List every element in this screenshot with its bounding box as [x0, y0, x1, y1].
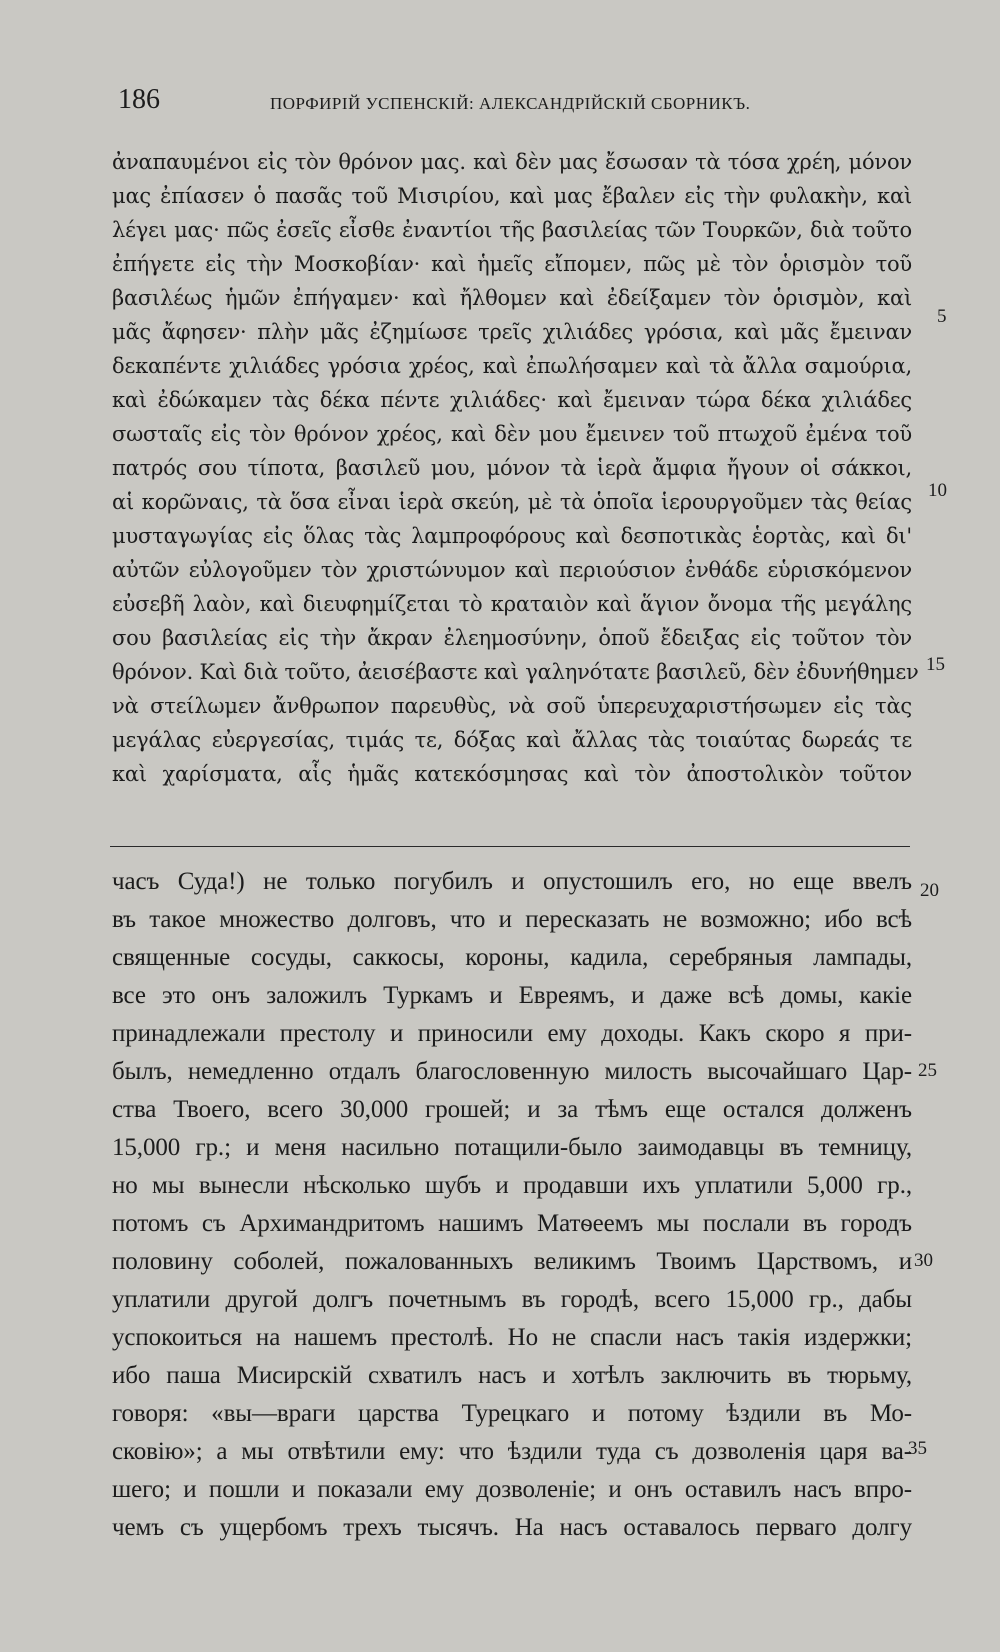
greek-line: μᾶς ἄφησεν· πλὴν μᾶς ἐζημίωσε τρεῖς χιλιάδες γρόσια, καὶ μᾶς ἔμειναν [112, 320, 912, 344]
greek-line: εὐσεβῆ λαὸν, καὶ διευφημίζεται τὸ κραταιὸν καὶ ἅγιον ὄνομα τῆς μεγάλης [112, 592, 912, 616]
greek-line: μας ἐπίασεν ὁ πασᾶς τοῦ Μισιρίου, καὶ μας ἔβαλεν εἰς τὴν φυλακὴν, καὶ [112, 184, 912, 208]
running-head [118, 84, 918, 124]
greek-line: λέγει μας· πῶς ἐσεῖς εἶσθε ἐναντίοι τῆς βασιλείας τῶν Τουρκῶν, διὰ τοῦτο [112, 218, 912, 242]
greek-line: καὶ χαρίσματα, αἷς ἡμᾶς κατεκόσμησας καὶ τὸν ἀποστολικὸν τοῦτον [112, 762, 912, 786]
russian-line: шего; и пошли и показали ему дозволеніе; и онъ оставилъ насъ впро- [112, 1476, 912, 1503]
greek-line: βασιλέως ἡμῶν ἐπήγαμεν· καὶ ἤλθομεν καὶ ἐδείξαμεν τὸν ὁρισμὸν, καὶ [112, 286, 912, 310]
line-number: 15 [926, 654, 945, 675]
russian-line: потомъ съ Архимандритомъ нашимъ Матѳеемъ мы послали въ городъ [112, 1210, 912, 1237]
greek-line: ἀναπαυμένοι εἰς τὸν θρόνον μας. καὶ δὲν μας ἔσωσαν τὰ τόσα χρέη, μόνον [112, 150, 912, 174]
russian-line: часъ Суда!) не только погубилъ и опустошилъ его, но еще ввелъ [112, 868, 912, 895]
greek-line: νὰ στείλωμεν ἄνθρωπον παρευθὺς, νὰ σοῦ ὑπερευχαριστήσωμεν εἰς τὰς [112, 694, 912, 718]
russian-line: говоря: «вы—враги царства Турецкаго и потому ѣздили въ Мо- [112, 1400, 912, 1427]
russian-line: ибо паша Мисирскій схватилъ насъ и хотѣлъ заключить въ тюрьму, [112, 1362, 912, 1389]
greek-line: μεγάλας εὐεργεσίας, τιμάς τε, δόξας καὶ ἄλλας τὰς τοιαύτας δωρεάς τε [112, 728, 912, 752]
greek-line: θρόνον. Καὶ διὰ τοῦτο, ἀεισέβαστε καὶ γαληνότατε βασιλεῦ, δὲν ἐδυνήθημεν [112, 660, 919, 684]
russian-line: успокоиться на нашемъ престолѣ. Но не спасли насъ такія издержки; [112, 1324, 912, 1351]
line-number: 5 [937, 306, 947, 327]
russian-line: но мы вынесли нѣсколько шубъ и продавши ихъ уплатили 5,000 гр., [112, 1172, 912, 1199]
russian-line: принадлежали престолу и приносили ему доходы. Какъ скоро я при- [112, 1020, 912, 1047]
russian-line: священные сосуды, саккосы, короны, кадила, серебряныя лампады, [112, 944, 912, 971]
greek-line: αἱ κορῶναις, τὰ ὅσα εἶναι ἱερὰ σκεύη, μὲ τὰ ὁποῖα ἱερουργοῦμεν τὰς θείας [112, 490, 912, 514]
line-number: 10 [928, 480, 947, 501]
greek-line: καὶ ἐδώκαμεν τὰς δέκα πέντε χιλιάδες· καὶ ἔμειναν τώρα δέκα χιλιάδες [112, 388, 912, 412]
greek-line: αὐτῶν εὐλογοῦμεν τὸν χριστώνυμον καὶ περιούσιον ἐνθάδε εὑρισκόμενον [112, 558, 912, 582]
line-number: 25 [918, 1060, 937, 1081]
greek-line: πατρός σου τίποτα, βασιλεῦ μου, μόνον τὰ ἱερὰ ἄμφια ἤγουν οἱ σάκκοι, [112, 456, 912, 480]
russian-line: 15,000 гр.; и меня насильно потащили-было заимодавцы въ темницу, [112, 1134, 912, 1161]
russian-line: уплатили другой долгъ почетнымъ въ городѣ, всего 15,000 гр., дабы [112, 1286, 912, 1313]
greek-line: δεκαπέντε χιλιάδες γρόσια χρέος, καὶ ἐπωλήσαμεν καὶ τὰ ἄλλα σαμούρια, [112, 354, 912, 378]
greek-line: σου βασιλείας εἰς τὴν ἄκραν ἐλεημοσύνην, ὁποῦ ἔδειξας εἰς τοῦτον τὸν [112, 626, 912, 650]
line-number: 35 [908, 1438, 927, 1459]
greek-line: ἐπήγετε εἰς τὴν Μοσκοβίαν· καὶ ἡμεῖς εἴπομεν, πῶς μὲ τὸν ὁρισμὸν τοῦ [112, 252, 912, 276]
greek-line: σωσταῖς εἰς τὸν θρόνον χρέος, καὶ δὲν μου ἔμεινεν τοῦ πτωχοῦ ἐμένα τοῦ [112, 422, 912, 446]
russian-line: все это онъ заложилъ Туркамъ и Евреямъ, и даже всѣ домы, какіе [112, 982, 912, 1009]
russian-line: половину соболей, пожалованныхъ великимъ Твоимъ Царствомъ, и [112, 1248, 912, 1275]
russian-line: чемъ съ ущербомъ трехъ тысячъ. На насъ оставалось перваго долгу [112, 1514, 912, 1541]
russian-line: сковію»; а мы отвѣтили ему: что ѣздили туда съ дозволенія царя ва- [112, 1438, 912, 1465]
page-number: 186 [118, 84, 160, 115]
russian-line: въ такое множество долговъ, что и пересказать не возможно; ибо всѣ [112, 906, 912, 933]
line-number: 30 [914, 1250, 933, 1271]
line-number: 20 [920, 880, 939, 901]
text-divider-rule [110, 846, 910, 847]
running-title: ПОРФИРІЙ УСПЕНСКІЙ: АЛЕКСАНДРІЙСКІЙ СБОРНИКЪ. [270, 94, 751, 113]
greek-line: μυσταγωγίας εἰς ὅλας τὰς λαμπροφόρους καὶ δεσποτικὰς ἑορτὰς, καὶ δι' [112, 524, 912, 548]
russian-line: ства Твоего, всего 30,000 грошей; и за тѣмъ еще остался долженъ [112, 1096, 912, 1123]
russian-line: былъ, немедленно отдалъ благословенную милость высочайшаго Цар- [112, 1058, 912, 1085]
